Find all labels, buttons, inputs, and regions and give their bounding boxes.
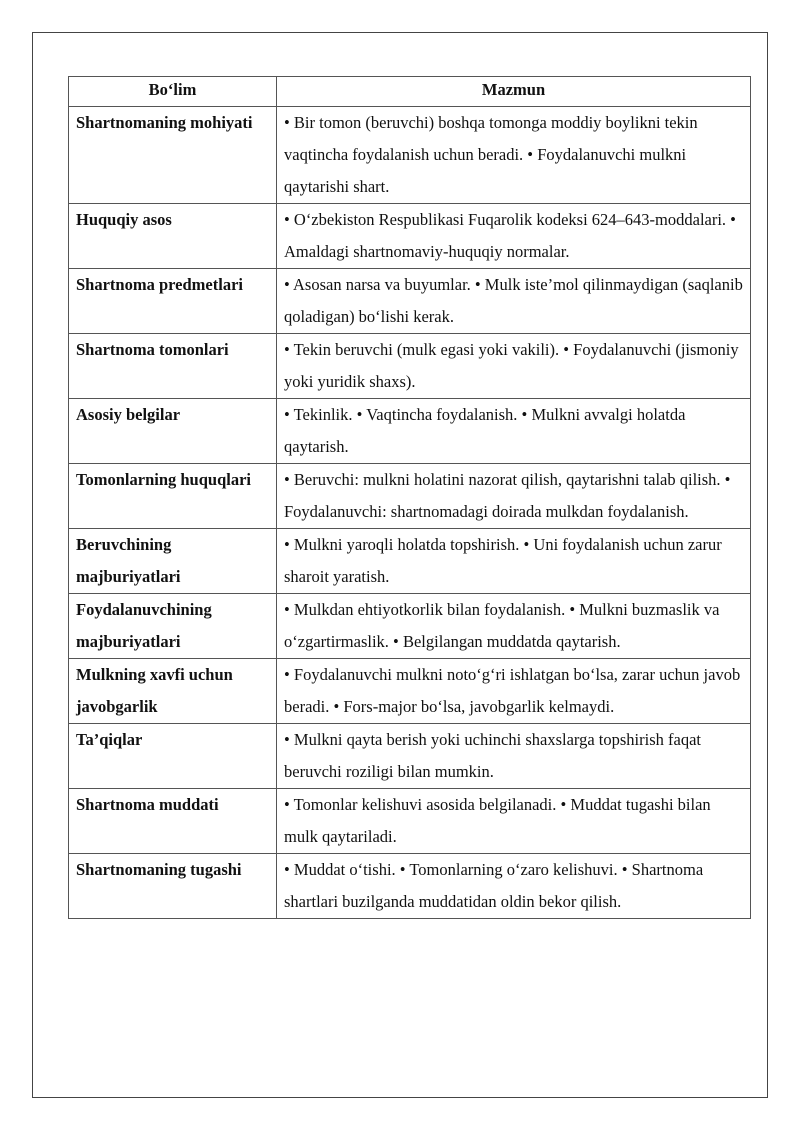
row-section: Beruvchining majburiyatlari [69, 529, 277, 594]
row-content: • Muddat o‘tishi. • Tomonlarning o‘zaro kelishuvi. • Shartnoma shartlari buzilganda muddatidan oldin bekor qilish. [277, 854, 751, 919]
row-content: • Foydalanuvchi mulkni noto‘g‘ri ishlatgan bo‘lsa, zarar uchun javob beradi. • Fors-major bo‘lsa, javobgarlik kelmaydi. [277, 659, 751, 724]
table-row [69, 789, 751, 854]
table-row [69, 594, 751, 659]
row-content: • Tekinlik. • Vaqtincha foydalanish. • Mulkni avvalgi holatda qaytarish. [277, 399, 751, 464]
row-section: Ta’qiqlar [69, 724, 277, 789]
table-row [69, 529, 751, 594]
row-content: • Tekin beruvchi (mulk egasi yoki vakili). • Foydalanuvchi (jismoniy yoki yuridik shaxs). [277, 334, 751, 399]
contract-table [68, 76, 751, 919]
table-row [69, 659, 751, 724]
column-header-section: Bo‘lim [69, 77, 277, 107]
table-row [69, 724, 751, 789]
row-content: • Asosan narsa va buyumlar. • Mulk iste’mol qilinmaydigan (saqlanib qoladigan) bo‘lishi kerak. [277, 269, 751, 334]
row-section: Shartnoma muddati [69, 789, 277, 854]
row-section: Shartnoma tomonlari [69, 334, 277, 399]
row-section: Mulkning xavfi uchun javobgarlik [69, 659, 277, 724]
row-section: Shartnomaning tugashi [69, 854, 277, 919]
row-section: Foydalanuvchining majburiyatlari [69, 594, 277, 659]
table-row [69, 204, 751, 269]
row-section: Asosiy belgilar [69, 399, 277, 464]
table-row [69, 269, 751, 334]
table-row [69, 107, 751, 204]
row-content: • Beruvchi: mulkni holatini nazorat qilish, qaytarishni talab qilish. • Foydalanuvchi: shartnomadagi doirada mulkdan foydalanish. [277, 464, 751, 529]
table-row [69, 334, 751, 399]
row-section: Tomonlarning huquqlari [69, 464, 277, 529]
column-header-content: Mazmun [277, 77, 751, 107]
row-content: • Mulkdan ehtiyotkorlik bilan foydalanish. • Mulkni buzmaslik va o‘zgartirmaslik. • Belgilangan muddatda qaytarish. [277, 594, 751, 659]
row-content: • Mulkni qayta berish yoki uchinchi shaxslarga topshirish faqat beruvchi roziligi bilan mumkin. [277, 724, 751, 789]
row-content: • Tomonlar kelishuvi asosida belgilanadi. • Muddat tugashi bilan mulk qaytariladi. [277, 789, 751, 854]
table-header-row [69, 77, 751, 107]
table-row [69, 399, 751, 464]
table-row [69, 464, 751, 529]
row-content: • O‘zbekiston Respublikasi Fuqarolik kodeksi 624–643-moddalari. • Amaldagi shartnomaviy-huquqiy normalar. [277, 204, 751, 269]
row-content: • Mulkni yaroqli holatda topshirish. • Uni foydalanish uchun zarur sharoit yaratish. [277, 529, 751, 594]
table-row [69, 854, 751, 919]
row-section: Shartnoma predmetlari [69, 269, 277, 334]
row-content: • Bir tomon (beruvchi) boshqa tomonga moddiy boylikni tekin vaqtincha foydalanish uchun beradi. • Foydalanuvchi mulkni qaytarishi shart. [277, 107, 751, 204]
row-section: Shartnomaning mohiyati [69, 107, 277, 204]
row-section: Huquqiy asos [69, 204, 277, 269]
